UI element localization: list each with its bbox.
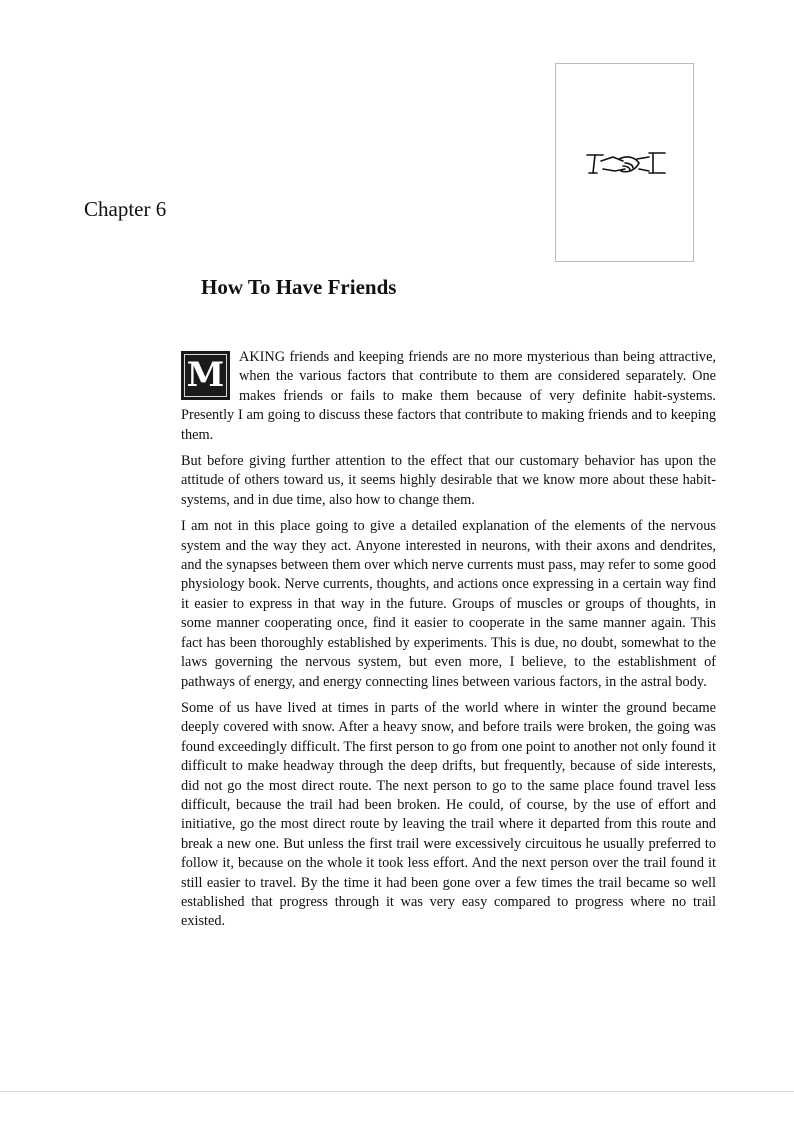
paragraph-text: AKING friends and keeping friends are no more mysterious than being attractive, when the various factors that contribute to them are considered separately. One makes friends or fails to make them because of very definite habit-systems. Presently I am going to discuss these factors that contribute to making friends and to keeping them.: [181, 349, 716, 443]
handshake-icon: [583, 149, 669, 179]
chapter-title: How To Have Friends: [201, 275, 397, 299]
illustration-frame: [555, 63, 694, 262]
paragraph: But before giving further attention to the effect that our customary behavior has upon the attitude of others toward us, it seems highly desirable that we know more about these habit-systems, and in due time, also how to change them.: [181, 453, 716, 508]
page-bottom-divider: [0, 1091, 794, 1092]
body-text: [181, 348, 716, 939]
paragraph: I am not in this place going to give a detailed explanation of the elements of the nervous system and the way they act. Anyone interested in neurons, with their axons and dendrites, and the synapses between them over which nerve currents must pass, may refer to some good physiology book. Nerve currents, thoughts, and actions once expressing in a certain way find it easier to express in that way in the future. Groups of muscles or groups of thoughts, in some manner cooperating once, find it easier to cooperate in the same manner again. This fact has been thoroughly established by experiments. This is due, no doubt, somewhat to the laws governing the nervous system, but even more, I believe, to the establishment of pathways of energy, and energy connecting lines between various factors, in the astral body.: [181, 518, 716, 690]
drop-cap-ornament: [181, 351, 230, 400]
chapter-label: Chapter 6: [84, 197, 167, 221]
paragraph: Some of us have lived at times in parts of the world where in winter the ground became deeply covered with snow. After a heavy snow, and before trails were broken, the going was found exceedingly difficult. The first person to go from one point to another not only found it difficult to make headway through the deep drifts, but frequently, because of side interests, did not go the most direct route. The next person to go to the same place found travel less difficult, because the trail had been broken. He could, of course, by the use of effort and initiative, go the most direct route by leaving the trail where it departed from this route and break a new one. But unless the first trail were excessively circuitous he usually preferred to follow it, because on the whole it took less effort. And the next person over the trail found it still easier to travel. By the time it had been gone over a few times the trail became so well established that progress through it was very easy compared to progress where no trail existed.: [181, 699, 716, 930]
drop-cap-letter: M: [186, 355, 225, 395]
paragraph: [181, 348, 716, 445]
